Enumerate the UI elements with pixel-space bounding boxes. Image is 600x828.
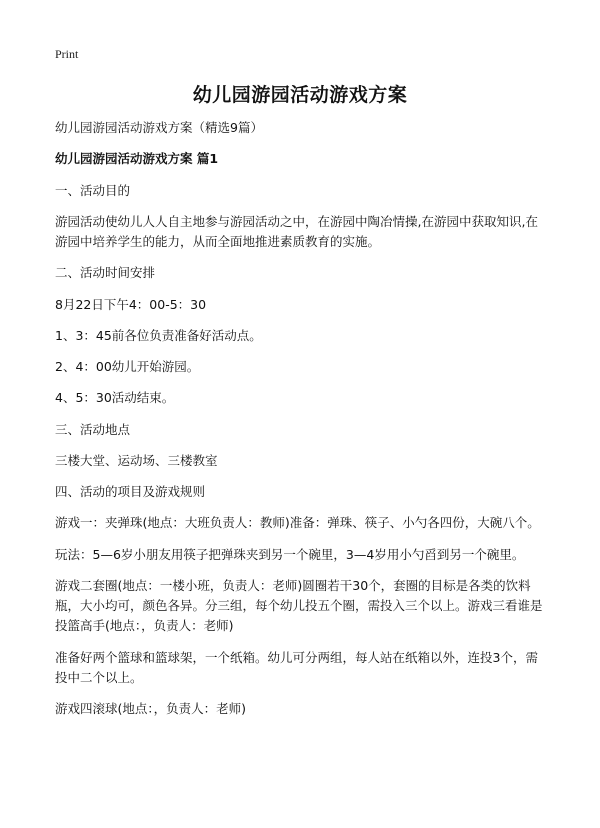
paragraph-game-three-rules: 准备好两个篮球和篮球架，一个纸箱。幼儿可分两组，每人站在纸箱以外，连投3个，需投中二个以上。 bbox=[55, 649, 538, 685]
paragraph-purpose: 游园活动使幼儿人人自主地参与游园活动之中，在游园中陶冶情操,在游园中获取知识,在游园中培养学生的能力，从而全面地推进素质教育的实施。 bbox=[55, 213, 538, 249]
schedule-date: 8月22日下午4：00-5：30 bbox=[55, 296, 207, 312]
heading-location: 三、活动地点 bbox=[55, 421, 131, 437]
paragraph-location: 三楼大堂、运动场、三楼教室 bbox=[55, 452, 218, 468]
paragraph-game-two-three: 游戏二套圈(地点：一楼小班，负责人：老师)圆圈若干30个，套圈的目标是各类的饮料瓶，大小均可，颜色各异。分三组，每个幼儿投五个圈，需投入三个以上。游戏三看谁是投篮高手(地点：，负责人：老师) bbox=[55, 577, 543, 634]
schedule-item: 4、5：30活动结束。 bbox=[55, 390, 175, 406]
print-label: Print bbox=[55, 47, 79, 61]
heading-games: 四、活动的项目及游戏规则 bbox=[55, 484, 206, 499]
paragraph-subtitle: 幼儿园游园活动游戏方案（精选9篇） bbox=[55, 120, 263, 135]
document-title: 幼儿园游园活动游戏方案 bbox=[192, 84, 408, 106]
heading-schedule: 二、活动时间安排 bbox=[55, 265, 156, 281]
paragraph-game-one: 游戏一：夹弹珠(地点：大班负责人：教师)准备：弹珠、筷子、小勺各四份，大碗八个。 bbox=[55, 515, 540, 531]
paragraph-game-one-rules: 玩法：5—6岁小朋友用筷子把弹珠夹到另一个碗里，3—4岁用小勺舀到另一个碗里。 bbox=[55, 546, 525, 562]
heading-activity-purpose: 一、活动目的 bbox=[55, 182, 131, 198]
document-body bbox=[55, 118, 550, 730]
paragraph-game-four: 游戏四滚球(地点：，负责人：老师) bbox=[55, 701, 247, 716]
section-heading: 幼儿园游园活动游戏方案 篇1 bbox=[55, 151, 219, 167]
schedule-item: 2、4：00幼儿开始游园。 bbox=[55, 359, 200, 374]
schedule-item: 1、3：45前各位负责准备好活动点。 bbox=[55, 327, 262, 343]
